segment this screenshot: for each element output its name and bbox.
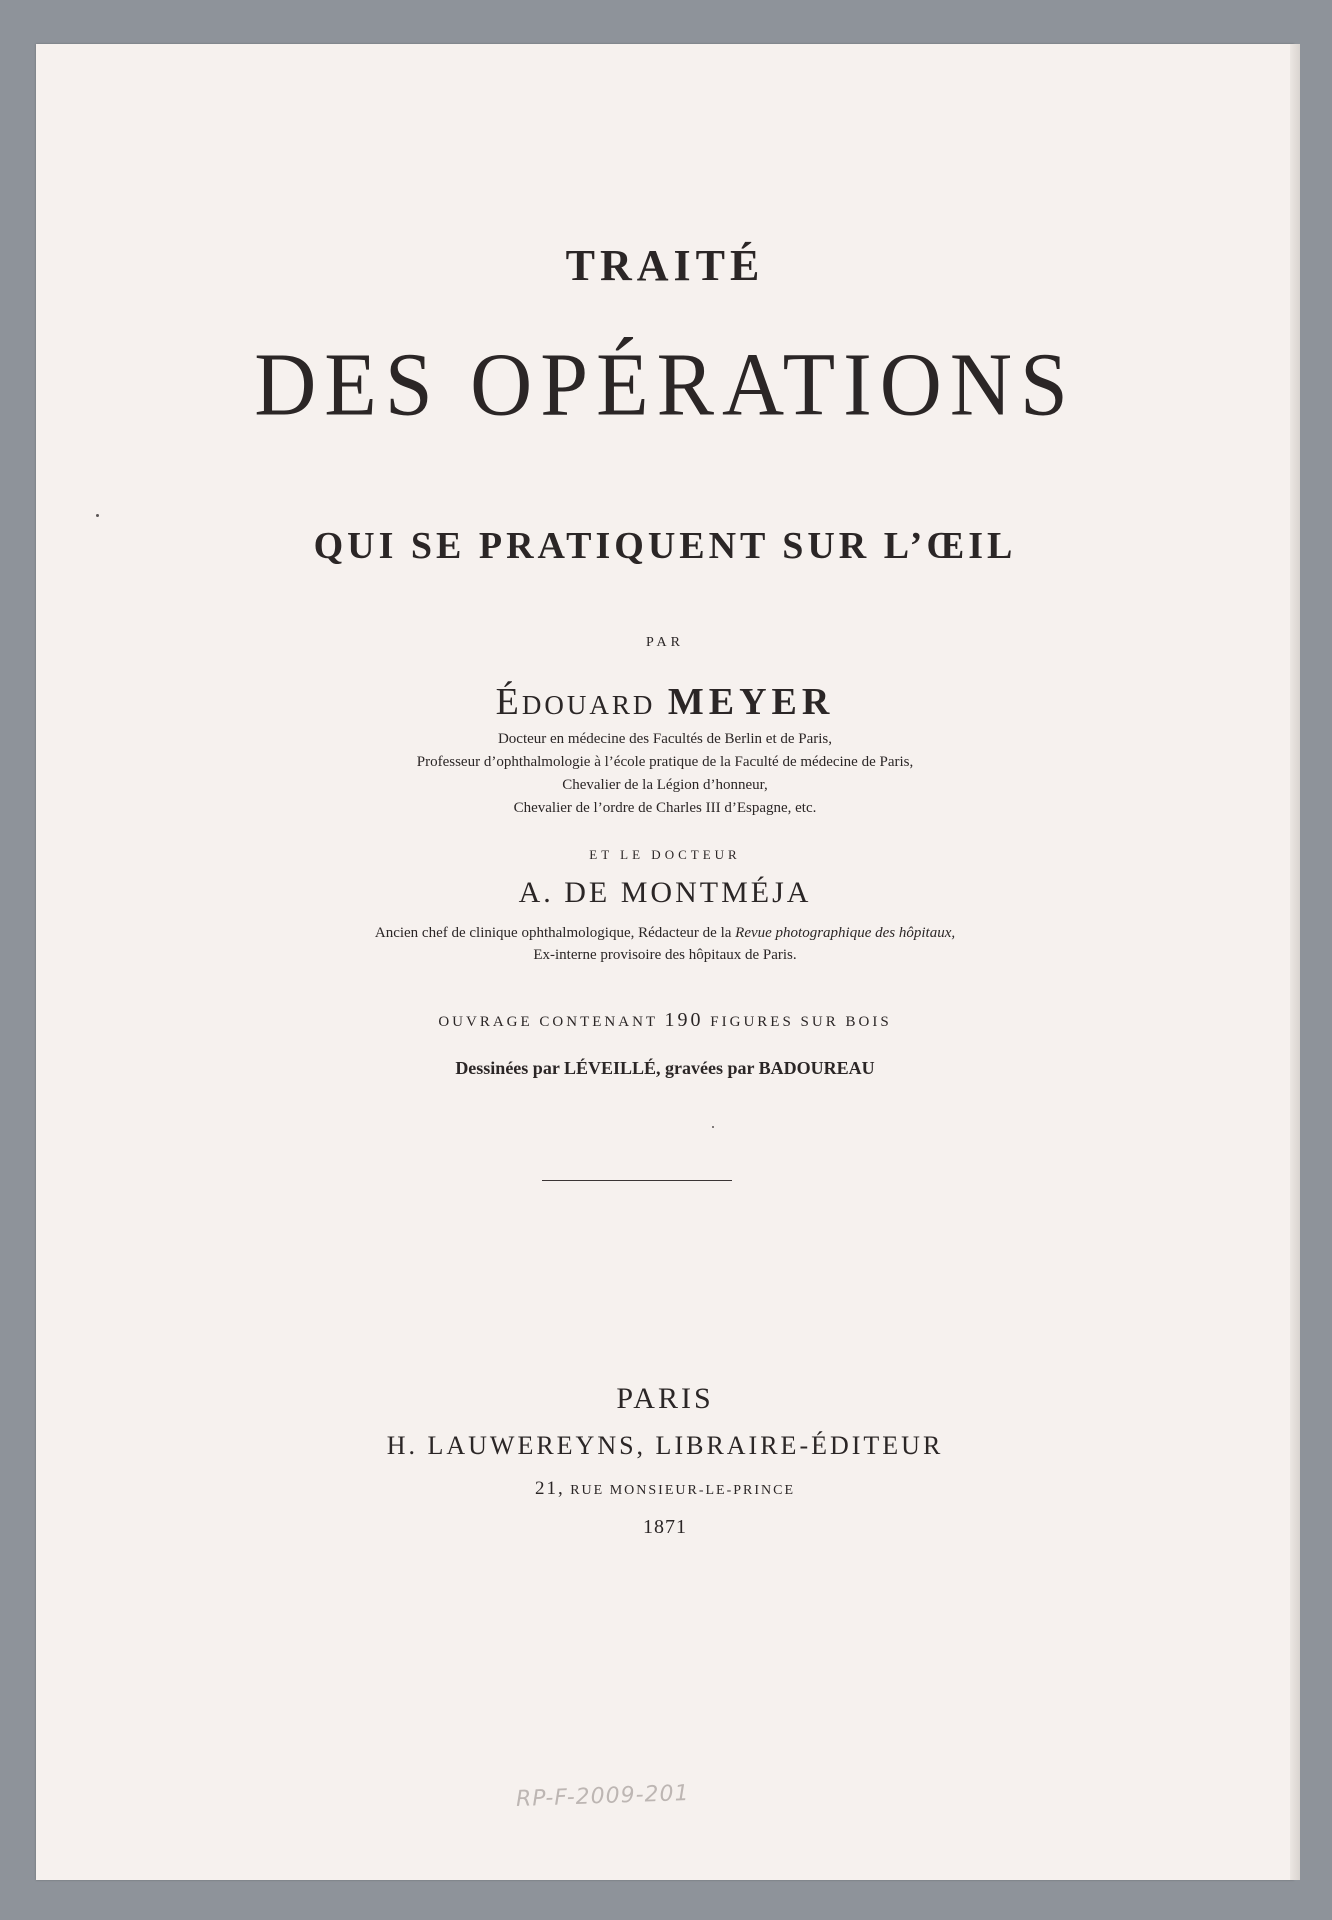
figures-note-prefix: OUVRAGE CONTENANT <box>438 1014 658 1030</box>
divider-rule <box>542 1180 732 1181</box>
imprint-publisher: H. LAUWEREYNS, LIBRAIRE-ÉDITEUR <box>386 1431 944 1460</box>
address-street: RUE MONSIEUR-LE-PRINCE <box>570 1483 796 1498</box>
author2-credential-prefix: Ancien chef de clinique ophthalmologique, Rédacteur de la <box>374 925 736 941</box>
pencil-inscription: RP-F-2009-201 <box>515 1780 690 1813</box>
author1-credential: Chevalier de la Légion d’honneur, <box>562 777 768 793</box>
subtitle: QUI SE PRATIQUENT SUR L’ŒIL <box>313 525 1017 567</box>
title-page <box>36 44 1294 1880</box>
author-first-name: Édouard <box>495 681 656 723</box>
author-last-name: MEYER <box>667 681 835 723</box>
journal-title: Revue photographique des hôpitaux, <box>735 925 956 941</box>
author-montmeja: A. DE MONTMÉJA <box>518 876 812 909</box>
by-label: PAR <box>646 635 684 650</box>
paper-sheet <box>36 44 1294 1880</box>
author-meyer <box>36 680 1294 724</box>
author1-credential: Docteur en médecine des Facultés de Berlin et de Paris, <box>497 731 833 747</box>
illustrators-line: Dessinées par LÉVEILLÉ, gravées par BADOUREAU <box>455 1058 875 1078</box>
paper-speck <box>96 514 99 517</box>
figures-note-suffix: FIGURES SUR BOIS <box>710 1014 892 1030</box>
paper-speck <box>712 1126 714 1128</box>
address-number: 21, <box>534 1478 565 1499</box>
author1-credential: Professeur d’ophthalmologie à l’école pratique de la Faculté de médecine de Paris, <box>416 754 914 770</box>
imprint-city: PARIS <box>616 1382 714 1415</box>
imprint-address <box>36 1478 1294 1500</box>
imprint-year: 1871 <box>643 1516 687 1538</box>
author2-credential: Ex-interne provisoire des hôpitaux de Paris. <box>533 947 797 963</box>
title-line-traite: TRAITÉ <box>565 241 765 290</box>
author2-credential <box>36 925 1294 942</box>
connector-label: ET LE DOCTEUR <box>589 847 741 862</box>
figures-count: 190 <box>664 1009 704 1031</box>
figures-note <box>36 1009 1294 1032</box>
main-title: DES OPÉRATIONS <box>254 333 1076 435</box>
author1-credential: Chevalier de l’ordre de Charles III d’Espagne, etc. <box>513 800 817 816</box>
